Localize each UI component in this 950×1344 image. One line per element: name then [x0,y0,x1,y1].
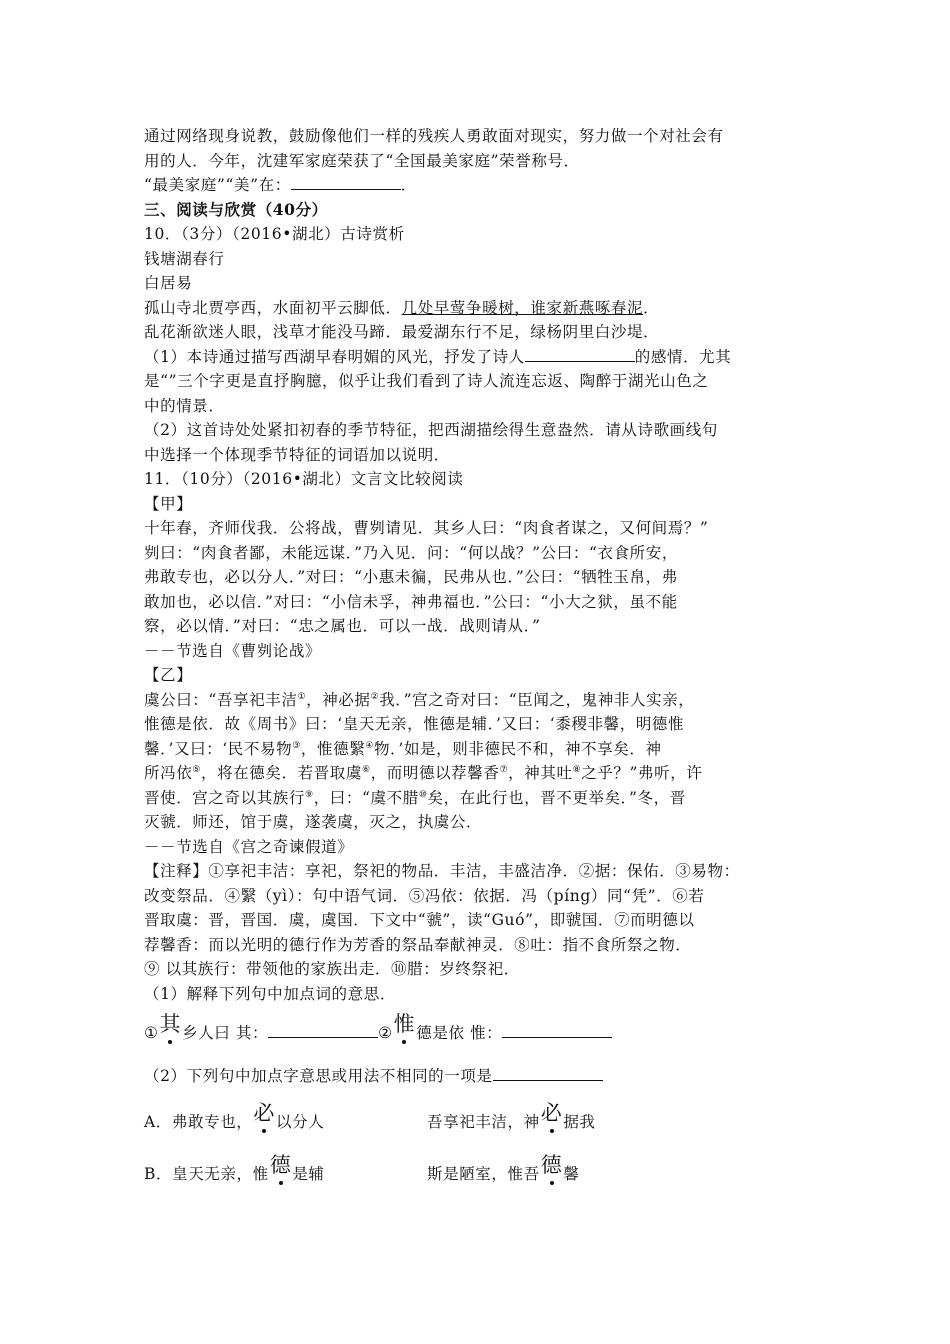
footnote-marker: ③ [292,740,301,751]
footnote-marker: ⑧ [572,764,582,775]
intro-line-2: 用的人．今年，沈建军家庭荣获了“全国最美家庭”荣誉称号． [144,151,580,170]
option-b[interactable] [144,1152,814,1193]
footnote-marker: ⑨ [305,789,314,800]
yi-text: ，神必据 [306,690,371,709]
option-b-right-rest: 馨 [563,1164,580,1183]
q11-sub1: （1）解释下列句中加点词的意思． [144,984,396,1003]
dotted-char: 必 [253,1100,276,1125]
notes-line: 晋取虞：晋，晋国．虞，虞国．下文中“虢”，读“Guó”，即虢国．⑦而明德以 [144,911,695,929]
yi-text-line-4 [144,761,814,786]
q10-sub1-line-2: 是“”三个字更是直抒胸臆，似乎让我们看到了诗人流连忘返、陶醉于湖光山色之 [144,372,709,390]
notes-line: 【注释】①享祀丰洁：享祀，祭祀的物品．丰洁，丰盛洁净．②据：保佑．③易物： [144,862,740,880]
yi-text: ，将在德矣．若晋取虞 [200,764,362,782]
dotted-char: 德 [540,1152,563,1177]
jia-text-line: 弗敢专也，必以分人．”对曰：“小惠未徧，民弗从也．”公曰：“牺牲玉帛，弗 [144,568,678,586]
answer-b-prefix: ② [378,1024,393,1042]
q11-sub2 [144,1064,814,1089]
yi-text: 馨．’又曰：‘民不易物 [144,739,293,758]
yi-text: ，而明德以荐馨香 [370,764,500,782]
dotted-char: 德 [269,1152,292,1177]
footnote-marker: ⑩ [418,789,428,800]
yi-text-line-2: 惟德是依．故《周书》曰：‘皇天无亲，惟德是辅．’又曰：‘黍稷非馨，明德惟 [144,715,685,733]
answer-a-text: 乡人曰 其： [182,1024,269,1042]
option-a-right-rest: 据我 [563,1112,596,1131]
option-a[interactable] [144,1100,814,1141]
option-b-left: B．皇天无亲，惟 [144,1164,269,1183]
yi-text-line-1 [144,688,814,713]
jia-text-line: 十年春，齐师伐我．公将战，曹刿请见．其乡人曰：“肉食者谋之，又何间焉？” [144,519,709,537]
poem-line-2: 乱花渐欲迷人眼，浅草才能没马蹄．最爱湖东行不足，绿杨阴里白沙堤． [144,323,660,341]
yi-text: ，曰：“虞不腊 [313,788,419,807]
poem-line-1-plain: 孤山寺北贾亭西，水面初平云脚低． [144,298,402,317]
poem-title: 钱塘湖春行 [144,249,225,268]
q9-answer-blank[interactable] [291,175,401,190]
notes-line: 改变祭品．④繄（yì）：句中语气词．⑤冯依：依据．冯（píng）同“凭”．⑥若 [144,886,705,905]
intro-line-1: 通过网络现身说教，鼓励像他们一样的残疾人勇敢面对现实，努力做一个对社会有 [144,127,724,145]
q10-sub2-line-1: （2）这首诗处处紧扣初春的季节特征，把西湖描绘得生意盎然．请从诗歌画线句 [144,421,718,439]
option-a-left: A．弗敢专也， [144,1112,253,1131]
yi-text: 我．”宫之奇对曰：“臣闻之，鬼神非人实亲， [379,690,695,709]
answer-b-blank[interactable] [502,1023,612,1038]
footnote-marker: ⑥ [362,764,371,775]
q9-prompt: “最美家庭”“美”在： [144,176,291,194]
q11-sub2-prompt: （2）下列句中加点字意思或用法不相同的一项是 [144,1067,493,1085]
notes-line: 荐馨香：而以光明的德行作为芳香的祭品奉献神灵．⑧吐：指不食所祭之物． [144,935,692,954]
jia-label: 【甲】 [144,494,193,513]
yi-text: 所冯依 [144,764,193,782]
yi-text-line-6: 灭虢．师还，馆于虞，遂袭虞，灭之，执虞公． [144,813,483,831]
q10-header: 10．（3分）（2016•湖北）古诗赏析 [144,225,405,243]
q9-end: ． [400,176,417,194]
footnote-marker: ② [370,691,380,702]
q10-sub1-line-1 [144,345,814,370]
section-title: 三、阅读与欣赏（40分） [144,199,328,219]
page-content [144,124,814,1193]
poem-underlined-lines: 几处早莺争暖树，谁家新燕啄春泥 [401,298,644,317]
q10-sub1-cont: 的感情．尤其 [634,347,732,366]
option-a-right [427,1100,596,1141]
option-a-right-text: 吾享祀丰洁，神 [427,1112,540,1131]
answer-a-prefix: ① [144,1024,159,1042]
jia-text-line: 刿曰：“肉食者鄙，未能远谋．”乃入见．问：“何以战？”公曰：“衣食所安， [144,543,678,562]
yi-text: 虞公曰：“吾享祀丰洁 [144,690,298,709]
q10-sub1-line-3: 中的情景． [144,396,225,415]
jia-source: －－节选自《曹刿论战》 [144,641,322,660]
option-b-right [427,1152,580,1193]
dotted-char: 惟 [393,1012,416,1036]
option-a-left-rest: 以分人 [276,1112,325,1131]
q11-sub1-answers [144,1014,814,1052]
yi-text: 矣，在此行也，晋不更举矣．”冬，晋 [427,788,686,807]
jia-text-line: 敢加也，必以信．”对曰：“小信未孚，神弗福也．”公曰：“小大之狱，虽不能 [144,592,678,611]
footnote-marker: ① [297,691,307,702]
dotted-char: 必 [540,1100,563,1125]
yi-text: 晋使．宫之奇以其族行 [144,788,306,807]
yi-text: ，惟德繄 [300,739,366,758]
footnote-marker: ⑦ [499,764,509,775]
poem-line-1 [144,296,814,321]
yi-text-line-5 [144,786,814,811]
q10-sub1-blank[interactable] [525,347,635,362]
poem-line-1-end: ． [643,298,660,317]
yi-text-line-3 [144,737,814,762]
footnote-marker: ④ [365,740,374,751]
dotted-char: 其 [159,1012,182,1036]
q10-sub2-line-2: 中选择一个体现季节特征的词语加以说明． [144,445,450,464]
q11-header: 11．（10分）（2016•湖北）文言文比较阅读 [144,470,464,488]
answer-a-blank[interactable] [268,1023,378,1038]
option-b-right-text: 斯是陋室，惟吾 [427,1164,540,1183]
option-b-left-rest: 是辅 [292,1164,325,1183]
jia-text-line: 察，必以情．”对曰：“忠之属也．可以一战．战则请从．” [144,617,541,635]
yi-source: －－节选自《宫之奇谏假道》 [144,837,354,856]
answer-b-text: 德是依 惟： [416,1024,503,1042]
q10-sub1-prompt: （1）本诗通过描写西湖早春明媚的风光，抒发了诗人 [144,347,525,366]
yi-text: 物．’如是，则非德民不和，神不享矣．神 [373,739,662,758]
poem-author: 白居易 [144,274,193,292]
q11-sub2-blank[interactable] [493,1066,603,1081]
yi-text: 之乎？”弗听，许 [581,764,703,782]
yi-label: 【乙】 [144,666,193,684]
notes-line: ⑨ 以其族行：带领他的家族出走．⑩腊：岁终祭祀． [144,960,520,978]
footnote-marker: ⑤ [192,764,201,775]
yi-text: ，神其吐 [508,764,573,782]
q9-answer-line [144,173,814,198]
